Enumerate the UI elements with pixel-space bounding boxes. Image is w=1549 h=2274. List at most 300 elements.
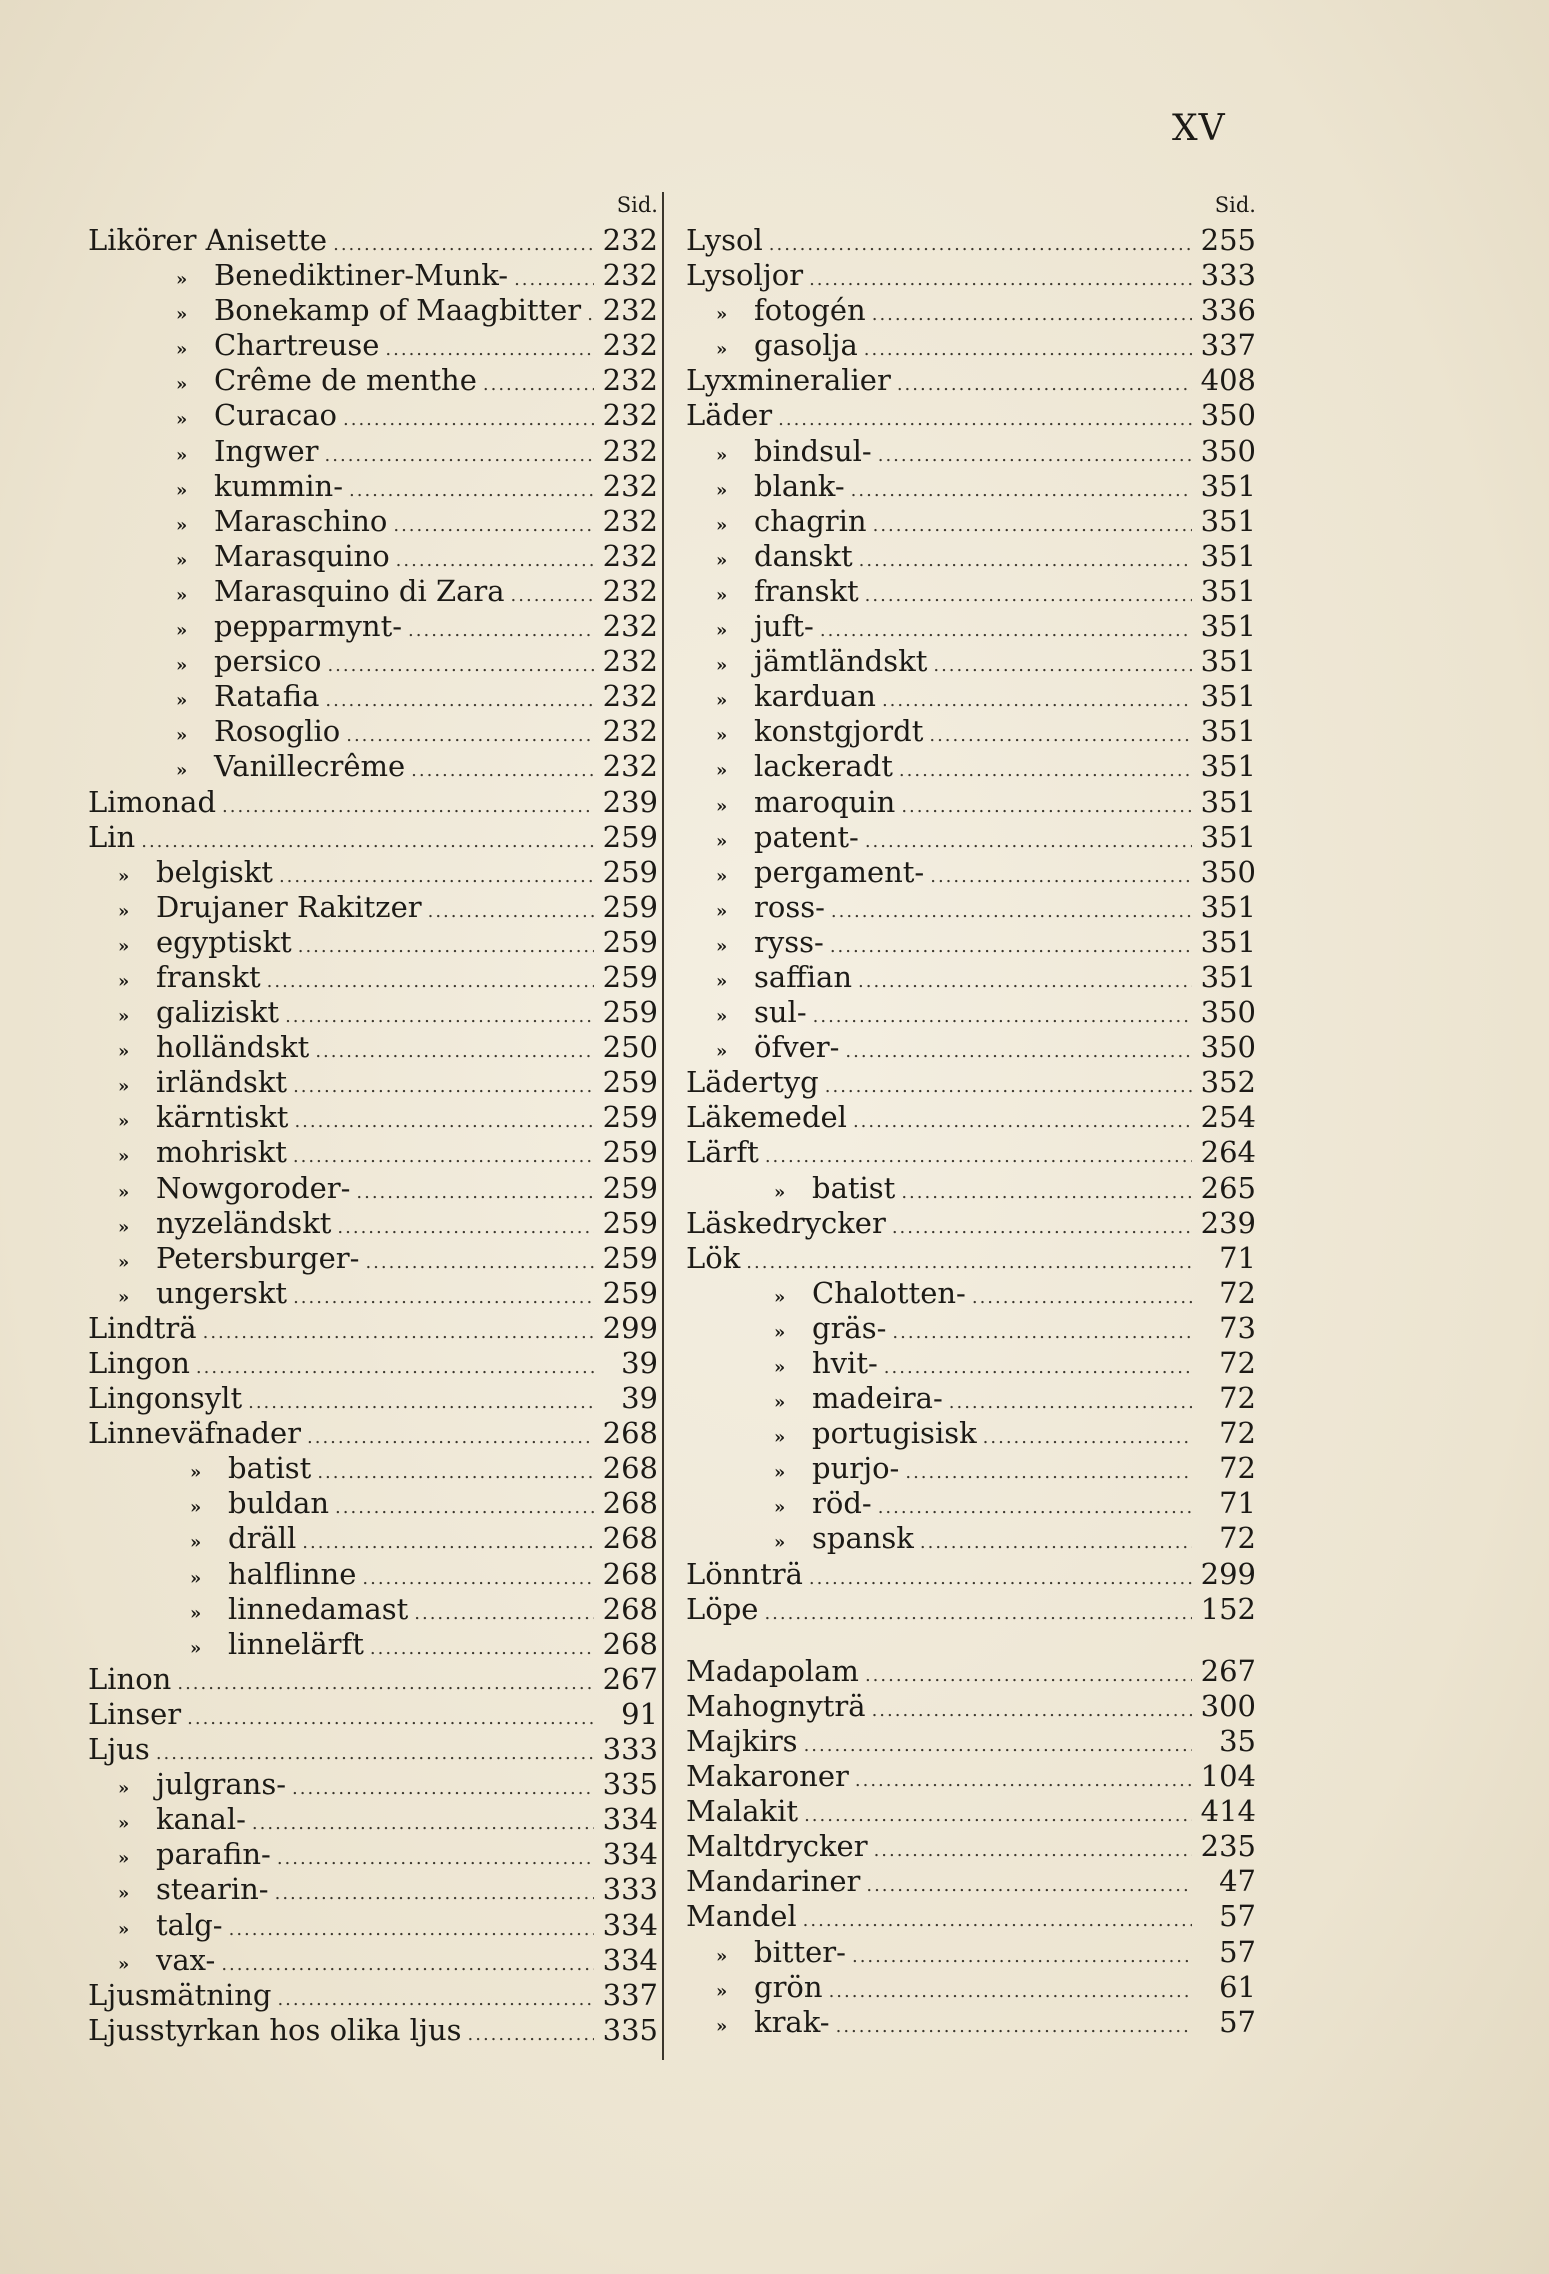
index-entry	[88, 293, 658, 328]
dot-leader	[878, 438, 1192, 469]
entry-term: ross-	[754, 889, 825, 924]
dot-leader	[851, 473, 1192, 504]
dot-leader	[809, 262, 1192, 293]
entry-term: Malakit	[686, 1794, 799, 1829]
index-entry	[686, 1724, 1256, 1759]
dot-leader	[901, 789, 1192, 820]
dot-leader	[764, 1596, 1192, 1627]
entry-term: linnedamast	[228, 1591, 409, 1626]
index-entry	[88, 1908, 658, 1943]
page-ref: 232	[602, 609, 658, 644]
ditto-mark: »	[176, 584, 188, 606]
dot-leader	[892, 1210, 1192, 1241]
dot-leader	[587, 297, 594, 328]
dot-leader	[343, 402, 594, 433]
right-column	[686, 185, 1256, 2040]
ditto-mark: »	[716, 795, 728, 817]
ditto-mark: »	[716, 690, 728, 712]
page-ref: 268	[602, 1521, 658, 1556]
ditto-mark: »	[118, 865, 130, 887]
page-ref: 334	[602, 1942, 658, 1977]
page-ref: 259	[602, 924, 658, 959]
ditto-mark: »	[118, 1041, 130, 1063]
page-ref: 72	[1219, 1416, 1256, 1451]
dot-leader	[365, 1245, 594, 1276]
entry-term: konstgjordt	[754, 714, 924, 749]
dot-leader	[882, 683, 1192, 714]
dot-leader	[317, 1455, 594, 1486]
dot-leader	[866, 1868, 1192, 1899]
ditto-mark: »	[716, 584, 728, 606]
index-entry	[686, 1970, 1256, 2005]
dot-leader	[949, 1385, 1192, 1416]
ditto-mark: »	[176, 339, 188, 361]
page-ref: 408	[1200, 363, 1256, 398]
entry-term: madeira-	[812, 1381, 943, 1416]
entry-term: chagrin	[754, 503, 867, 538]
page-ref: 47	[1219, 1864, 1256, 1899]
dot-leader	[346, 718, 594, 749]
entry-term: stearin-	[156, 1872, 269, 1907]
dot-leader	[905, 1455, 1192, 1486]
entry-term: Mandariner	[686, 1864, 861, 1899]
entry-term: patent-	[754, 819, 859, 854]
index-entry	[686, 223, 1256, 258]
dot-leader	[825, 1069, 1192, 1100]
page-ref: 334	[602, 1837, 658, 1872]
ditto-mark: »	[176, 409, 188, 431]
index-entry	[88, 434, 658, 469]
page-ref: 259	[602, 959, 658, 994]
index-entry	[88, 1767, 658, 1802]
dot-leader	[222, 789, 594, 820]
entry-term: Chartreuse	[214, 328, 380, 363]
index-entry	[88, 504, 658, 539]
ditto-mark: »	[774, 1497, 786, 1519]
index-entry	[88, 1416, 658, 1451]
index-entry	[88, 1627, 658, 1662]
dot-leader	[929, 718, 1192, 749]
entry-term: röd-	[812, 1486, 872, 1521]
ditto-mark: »	[774, 1357, 786, 1378]
index-entry	[88, 890, 658, 925]
ditto-mark: »	[716, 830, 728, 852]
page-number: XV	[1172, 108, 1226, 149]
index-entry	[686, 258, 1256, 293]
index-entry	[686, 1864, 1256, 1899]
ditto-mark: »	[118, 1076, 130, 1098]
dot-leader	[325, 683, 594, 714]
page-ref: 334	[602, 1907, 658, 1942]
page-ref: 91	[621, 1696, 658, 1731]
entry-term: galiziskt	[156, 995, 280, 1030]
dot-leader	[277, 1982, 594, 2013]
page-ref: 350	[1200, 1030, 1256, 1065]
entry-term: Ljusmätning	[88, 1977, 272, 2012]
index-entry	[88, 1065, 658, 1100]
entry-term: linnelärft	[228, 1626, 364, 1661]
ditto-mark: »	[176, 549, 188, 571]
entry-term: Ljusstyrkan hos olika ljus	[88, 2012, 462, 2047]
index-entry	[686, 820, 1256, 855]
ditto-mark: »	[118, 935, 130, 957]
page-ref: 337	[1200, 328, 1256, 363]
page-ref: 72	[1219, 1275, 1256, 1310]
dot-leader	[393, 508, 594, 539]
index-entry	[88, 679, 658, 714]
page-ref: 235	[1200, 1829, 1256, 1864]
dot-leader	[307, 1420, 594, 1451]
dot-leader	[845, 1034, 1192, 1065]
index-entry	[686, 1829, 1256, 1864]
entry-term: ryss-	[754, 924, 824, 959]
ditto-mark: »	[716, 549, 728, 571]
index-entry	[686, 328, 1256, 363]
dot-leader	[809, 1561, 1192, 1592]
dot-leader	[803, 1903, 1192, 1934]
page-ref: 351	[1200, 959, 1256, 994]
entry-term: Lök	[686, 1240, 741, 1275]
entry-term: Lingonsylt	[88, 1381, 243, 1416]
entry-term: persico	[214, 644, 322, 679]
index-entry	[88, 1030, 658, 1065]
index-entry	[88, 469, 658, 504]
entry-term: juft-	[754, 609, 814, 644]
dot-leader	[325, 438, 594, 469]
dot-leader	[333, 227, 594, 258]
entry-term: Lin	[88, 819, 136, 854]
dot-leader	[385, 332, 594, 363]
index-entry	[88, 1662, 658, 1697]
index-entry	[686, 363, 1256, 398]
dot-leader	[852, 1939, 1192, 1970]
index-entry	[88, 258, 658, 293]
ditto-mark: »	[774, 1532, 786, 1554]
page-ref: 337	[602, 1977, 658, 2012]
dot-leader	[141, 824, 594, 855]
dot-leader	[356, 1175, 594, 1206]
entry-term: kärntiskt	[156, 1100, 289, 1135]
index-entry	[686, 1557, 1256, 1592]
page-ref: 232	[602, 749, 658, 784]
index-entry	[88, 1100, 658, 1135]
entry-term: purjo-	[812, 1451, 900, 1486]
dot-leader	[248, 1385, 594, 1416]
index-entry	[686, 1592, 1256, 1627]
page-ref: 335	[602, 1767, 658, 1802]
dot-leader	[853, 1104, 1192, 1135]
page-ref: 259	[602, 819, 658, 854]
index-entry	[686, 1065, 1256, 1100]
page-ref: 351	[1200, 714, 1256, 749]
page-ref: 232	[602, 538, 658, 573]
entry-term: Petersburger-	[156, 1240, 360, 1275]
index-entry	[686, 539, 1256, 574]
page-ref: 333	[602, 1732, 658, 1767]
page-ref: 250	[602, 1030, 658, 1065]
entry-term: Lindträ	[88, 1310, 197, 1345]
ditto-mark: »	[774, 1427, 786, 1449]
page-ref: 72	[1219, 1521, 1256, 1556]
ditto-mark: »	[716, 2015, 728, 2037]
entry-term: gräs-	[812, 1310, 887, 1345]
entry-term: Löpe	[686, 1591, 759, 1626]
index-entry	[88, 223, 658, 258]
page-ref: 61	[1219, 1969, 1256, 2004]
entry-term: Lädertyg	[686, 1065, 819, 1100]
ditto-mark: »	[118, 1181, 130, 1203]
entry-term: Lyxmineralier	[686, 363, 891, 398]
entry-term: Majkirs	[686, 1723, 798, 1758]
index-entry	[88, 1802, 658, 1837]
page-ref: 259	[602, 854, 658, 889]
ditto-mark: »	[118, 1006, 130, 1028]
index-entry	[686, 1276, 1256, 1311]
page-ref: 259	[602, 1275, 658, 1310]
entry-term: Chalotten-	[812, 1275, 966, 1310]
page-ref: 333	[1200, 258, 1256, 293]
page-ref: 268	[602, 1556, 658, 1591]
dot-leader	[337, 1210, 594, 1241]
page-ref: 232	[602, 328, 658, 363]
dot-leader	[293, 1139, 594, 1170]
dot-leader	[804, 1728, 1192, 1759]
entry-term: Madapolam	[686, 1653, 859, 1688]
ditto-mark: »	[716, 1945, 728, 1967]
index-entry	[88, 1943, 658, 1978]
right-index-list	[686, 223, 1256, 2040]
page-ref: 57	[1219, 2004, 1256, 2039]
index-entry	[686, 749, 1256, 784]
index-entry	[686, 504, 1256, 539]
entry-term: Lingon	[88, 1346, 190, 1380]
dot-leader	[370, 1631, 594, 1662]
dot-leader	[874, 1833, 1192, 1864]
dot-leader	[156, 1736, 594, 1767]
ditto-mark: »	[118, 1146, 130, 1168]
ditto-mark: »	[176, 725, 188, 747]
entry-term: Ljus	[88, 1732, 150, 1767]
entry-term: franskt	[754, 573, 859, 608]
ditto-mark: »	[176, 304, 188, 326]
entry-term: talg-	[156, 1907, 223, 1942]
entry-term: julgrans-	[156, 1767, 287, 1802]
entry-term: vax-	[156, 1942, 216, 1977]
index-entry	[88, 1732, 658, 1767]
dot-leader	[899, 753, 1192, 784]
page-ref: 35	[1219, 1723, 1256, 1758]
page-ref: 259	[602, 1065, 658, 1100]
ditto-mark: »	[118, 1251, 130, 1273]
page-ref: 259	[602, 1205, 658, 1240]
dot-leader	[765, 1139, 1192, 1170]
entry-term: Bonekamp of Maagbitter	[214, 293, 582, 328]
dot-leader	[177, 1666, 594, 1697]
entry-term: dräll	[228, 1521, 297, 1556]
index-entry	[686, 1311, 1256, 1346]
dot-leader	[335, 1490, 594, 1521]
page-ref: 71	[1219, 1240, 1256, 1275]
index-entry	[686, 925, 1256, 960]
dot-leader	[865, 578, 1192, 609]
page-ref: 259	[602, 1170, 658, 1205]
entry-term: Lärft	[686, 1135, 759, 1170]
index-entry	[686, 1206, 1256, 1241]
index-entry	[686, 398, 1256, 433]
ditto-mark: »	[190, 1497, 202, 1519]
page-ref: 72	[1219, 1381, 1256, 1416]
index-entry	[88, 1171, 658, 1206]
entry-term: holländskt	[156, 1030, 310, 1065]
index-entry	[88, 1135, 658, 1170]
entry-term: jämtländskt	[754, 644, 928, 679]
entry-term: saffian	[754, 959, 853, 994]
dot-leader	[349, 473, 594, 504]
entry-term: Makaroner	[686, 1759, 849, 1794]
dot-leader	[897, 367, 1192, 398]
page-ref: 39	[621, 1381, 658, 1416]
entry-term: Marasquino di Zara	[214, 573, 505, 608]
entry-term: Linser	[88, 1696, 182, 1731]
page-ref: 152	[1200, 1591, 1256, 1626]
page-ref: 232	[602, 433, 658, 468]
page-ref: 232	[602, 363, 658, 398]
entry-term: danskt	[754, 538, 853, 573]
page-ref: 351	[1200, 573, 1256, 608]
index-entry	[88, 539, 658, 574]
page-ref: 104	[1200, 1759, 1256, 1794]
entry-term: Linneväfnader	[88, 1416, 302, 1451]
ditto-mark: »	[716, 620, 728, 642]
entry-term: pepparmynt-	[214, 609, 403, 644]
entry-term: Lysoljor	[686, 258, 804, 293]
entry-term: fotogén	[754, 293, 866, 328]
page-ref: 336	[1200, 293, 1256, 328]
index-entry	[88, 785, 658, 820]
index-entry	[686, 609, 1256, 644]
dot-leader	[408, 613, 594, 644]
page-ref: 351	[1200, 784, 1256, 819]
index-entry	[686, 1759, 1256, 1794]
dot-leader	[294, 1104, 594, 1135]
index-entry	[88, 398, 658, 433]
page-ref: 232	[602, 573, 658, 608]
ditto-mark: »	[176, 690, 188, 712]
dot-leader	[901, 1175, 1192, 1206]
entry-term: belgiskt	[156, 854, 273, 889]
entry-term: Ratafia	[214, 679, 320, 714]
entry-term: krak-	[754, 2004, 830, 2039]
dot-leader	[865, 824, 1192, 855]
index-entry	[686, 1100, 1256, 1135]
dot-leader	[933, 648, 1192, 679]
dot-leader	[972, 1280, 1192, 1311]
page-ref: 73	[1219, 1310, 1256, 1345]
dot-leader	[483, 367, 594, 398]
index-entry	[88, 1557, 658, 1592]
ditto-mark: »	[176, 374, 188, 396]
ditto-mark: »	[774, 1462, 786, 1484]
index-entry	[686, 1416, 1256, 1451]
ditto-mark: »	[774, 1181, 786, 1203]
page-ref: 57	[1219, 1899, 1256, 1934]
entry-term: Limonad	[88, 784, 217, 819]
ditto-mark: »	[716, 514, 728, 536]
entry-term: hvit-	[812, 1346, 878, 1380]
index-entry	[88, 328, 658, 363]
ditto-mark: »	[190, 1462, 202, 1484]
entry-term: pergament-	[754, 854, 925, 889]
ditto-mark: »	[118, 1216, 130, 1238]
entry-term: sul-	[754, 995, 807, 1030]
ditto-mark: »	[716, 865, 728, 887]
page-ref: 351	[1200, 679, 1256, 714]
ditto-mark: »	[716, 1006, 728, 1028]
page-ref: 259	[602, 1240, 658, 1275]
index-entry	[88, 609, 658, 644]
index-entry	[88, 1346, 658, 1381]
page-ref: 268	[602, 1486, 658, 1521]
page-ref: 351	[1200, 644, 1256, 679]
dot-leader	[277, 1841, 594, 1872]
page-ref: 335	[602, 2012, 658, 2047]
index-entry	[686, 2005, 1256, 2040]
dot-leader	[203, 1315, 594, 1346]
index-entry	[88, 1276, 658, 1311]
index-entry	[88, 1381, 658, 1416]
entry-term: spansk	[812, 1521, 914, 1556]
dot-leader	[864, 332, 1192, 363]
page-ref: 232	[602, 644, 658, 679]
index-entry	[686, 1486, 1256, 1521]
index-entry	[686, 1935, 1256, 1970]
dot-leader	[820, 613, 1192, 644]
dot-leader	[920, 1525, 1192, 1556]
index-entry	[686, 679, 1256, 714]
page-ref: 255	[1200, 223, 1256, 257]
dot-leader	[196, 1350, 594, 1381]
ditto-mark: »	[176, 479, 188, 501]
index-entry	[686, 1451, 1256, 1486]
entry-term: Läder	[686, 398, 773, 433]
page-ref: 268	[602, 1626, 658, 1661]
entry-term: Vanillecrême	[214, 749, 406, 784]
page-ref: 72	[1219, 1451, 1256, 1486]
index-entry	[88, 363, 658, 398]
dot-leader	[285, 999, 594, 1030]
entry-term: Lönnträ	[686, 1556, 803, 1591]
dot-leader	[872, 1693, 1192, 1724]
dot-leader	[746, 1245, 1192, 1276]
page-ref: 232	[602, 714, 658, 749]
ditto-mark: »	[716, 970, 728, 992]
index-entry	[686, 574, 1256, 609]
index-entry	[686, 1346, 1256, 1381]
ditto-mark: »	[118, 1813, 130, 1835]
index-entry	[88, 1486, 658, 1521]
dot-leader	[855, 1763, 1192, 1794]
index-entry	[88, 1697, 658, 1732]
dot-leader	[298, 929, 594, 960]
entry-term: Maraschino	[214, 503, 388, 538]
ditto-mark: »	[176, 269, 188, 291]
ditto-mark: »	[190, 1567, 202, 1589]
dot-leader	[362, 1561, 594, 1592]
dot-leader	[769, 227, 1192, 258]
index-entry	[88, 714, 658, 749]
ditto-mark: »	[118, 1953, 130, 1975]
index-entry	[686, 1241, 1256, 1276]
